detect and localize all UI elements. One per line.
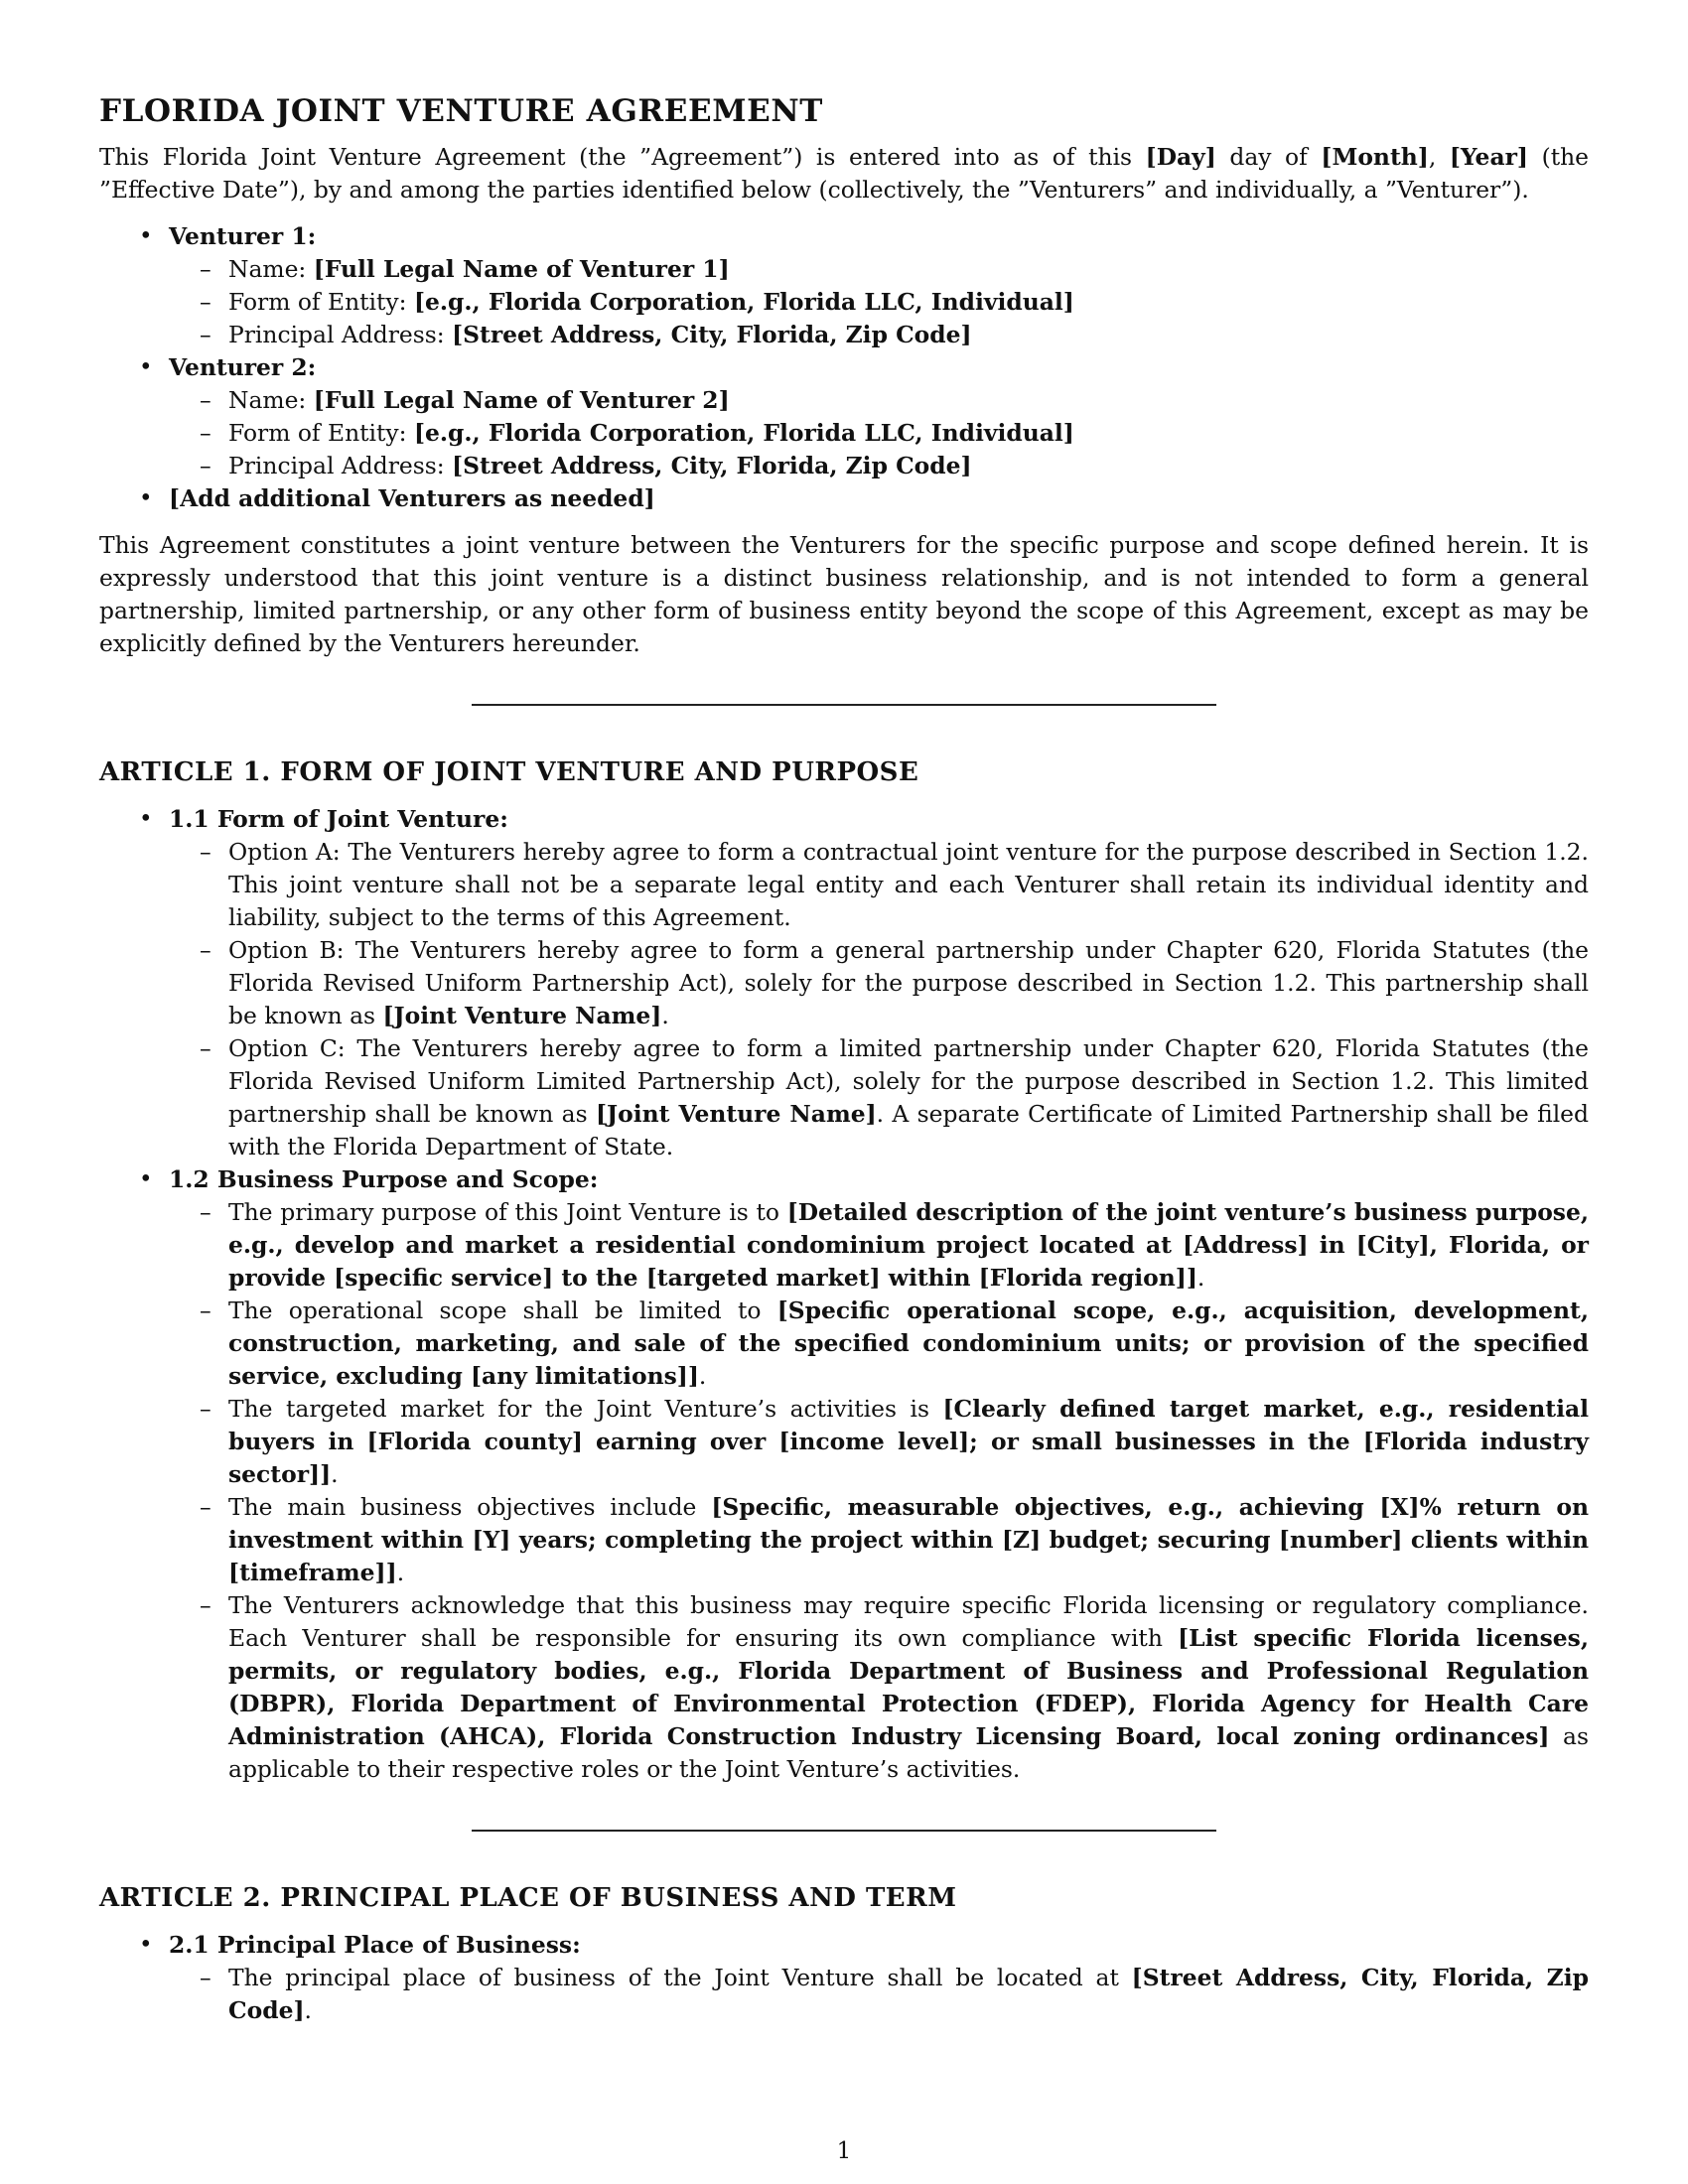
option-a: – Option A: The Venturers hereby agree to form a contractual joint venture for the purpose described in Section 1.2. This joint venture shall not be a separate legal entity and each Venturer shall retain its individual identity and liability, subject to the terms of this Agreement. [169,836,1589,934]
venturer-1-entity: – Form of Entity: [e.g., Florida Corporation, Florida LLC, Individual] [169,286,1589,319]
venturer-1-name: – Name: [Full Legal Name of Venturer 1] [169,253,1589,286]
article-2-list [99,1929,1589,2027]
venturer-2: • Venturer 2: – Name: [Full Legal Name of Venturer 2] – Form of Entity: [e.g., Florida Corporation, Florida LLC, Individual] – Principal Address: [Street Address, City, Florida, Zip Code] [99,351,1589,482]
section-divider [472,1830,1216,1832]
section-divider [472,704,1216,706]
intro-paragraph: This Florida Joint Venture Agreement (the ”Agreement”) is entered into as of this [Day] day of [Month], [Year] (the ”Effective Date”), by and among the parties identified below (collectively, the ”Venturers” and individually, a ”Venturer”). [99,143,1589,204]
year-placeholder: [Year] [1449,143,1528,171]
page-number: 1 [836,2138,852,2164]
add-venturers-item: • [Add additional Venturers as needed] [99,482,1589,515]
document-title: FLORIDA JOINT VENTURE AGREEMENT [99,93,823,129]
month-placeholder: [Month] [1321,143,1429,171]
venturer-2-entity: – Form of Entity: [e.g., Florida Corporation, Florida LLC, Individual] [169,417,1589,450]
venturer-1: • Venturer 1: – Name: [Full Legal Name of Venturer 1] – Form of Entity: [e.g., Florida Corporation, Florida LLC, Individual] – Principal Address: [Street Address, City, Florida, Zip Code] [99,220,1589,351]
licensing-item: – The Venturers acknowledge that this business may require specific Florida licensing or regulatory compliance. Each Venturer shall be responsible for ensuring its own compliance with [List specific Florida licenses, permits, or regulatory bodies, e.g., Florida Department of Business and Professional Regulation (DBPR), Florida Department of Environmental Protection (FDEP), Florida Agency for Health Care Administration (AHCA), Florida Construction Industry Licensing Board, local zoning ordinances] as applicable to their respective roles or the Joint Venture’s activities. [169,1589,1589,1786]
section-2-1: • 2.1 Principal Place of Business: – The principal place of business of the Joint Venture shall be located at [Street Address, City, Florida, Zip Code]. [99,1929,1589,2027]
section-1-2: • 1.2 Business Purpose and Scope: – The primary purpose of this Joint Venture is to [Detailed description of the joint venture’s business purpose, e.g., develop and market a residential condominium project located at [Address] in [City], Florida, or provide [specific service] to the [targeted market] within [Florida region]]. – The operational scope shall be limited to [Specific operational scope, e.g., acquisition, development, construction, marketing, and sale of the specified condominium units; or provision of the specified service, excluding [any limitations]]. – The targeted market for the Joint Venture’s activities is [Clearly defined target market, e.g., residential buyers in [Florida county] earning over [income level]; or small businesses in the [Florida industry sector]]. – The main business objectives include [Specific, measurable objectives, e.g., achieving [X]% return on investment within [Y] years; completing the project within [Z] budget; securing [number] clients within [timeframe]]. – The Venturers acknowledge that this business may require specific Florida licensing or regulatory compliance. Each Venturer shall be responsible for ensuring its own compliance with [List specific Florida licenses, permits, or regulatory bodies, e.g., Florida Department of Business and Professional Regulation (DBPR), Florida Department of Environmental Protection (FDEP), Florida Agency for Health Care Administration (AHCA), Florida Construction Industry Licensing Board, local zoning ordinances] as applicable to their respective roles or the Joint Venture’s activities. [99,1163,1589,1786]
venturer-2-address: – Principal Address: [Street Address, City, Florida, Zip Code] [169,450,1589,482]
article-2-heading: ARTICLE 2. PRINCIPAL PLACE OF BUSINESS AND TERM [99,1883,957,1913]
article-1-list [99,803,1589,1786]
section-1-1: • 1.1 Form of Joint Venture: – Option A: The Venturers hereby agree to form a contractual joint venture for the purpose described in Section 1.2. This joint venture shall not be a separate legal entity and each Venturer shall retain its individual identity and liability, subject to the terms of this Agreement. – Option B: The Venturers hereby agree to form a general partnership under Chapter 620, Florida Statutes (the Florida Revised Uniform Partnership Act), solely for the purpose described in Section 1.2. This partnership shall be known as [Joint Venture Name]. – Option C: The Venturers hereby agree to form a limited partnership under Chapter 620, Florida Statutes (the Florida Revised Uniform Limited Partnership Act), solely for the purpose described in Section 1.2. This limited partnership shall be known as [Joint Venture Name]. A separate Certificate of Limited Partnership shall be filed with the Florida Department of State. [99,803,1589,1163]
market-item: – The targeted market for the Joint Venture’s activities is [Clearly defined target market, e.g., residential buyers in [Florida county] earning over [income level]; or small businesses in the [Florida industry sector]]. [169,1393,1589,1491]
venturer-2-name: – Name: [Full Legal Name of Venturer 2] [169,384,1589,417]
option-c: – Option C: The Venturers hereby agree to form a limited partnership under Chapter 620, Florida Statutes (the Florida Revised Uniform Limited Partnership Act), solely for the purpose described in Section 1.2. This limited partnership shall be known as [Joint Venture Name]. A separate Certificate of Limited Partnership shall be filed with the Florida Department of State. [169,1032,1589,1163]
constitutes-paragraph: This Agreement constitutes a joint venture between the Venturers for the specific purpose and scope defined herein. It is expressly understood that this joint venture is a distinct business relationship, and is not intended to form a general partnership, limited partnership, or any other form of business entity beyond the scope of this Agreement, except as may be explicitly defined by the Venturers hereunder. [99,531,1589,657]
day-placeholder: [Day] [1145,143,1216,171]
venturers-list [99,220,1589,515]
objectives-item: – The main business objectives include [Specific, measurable objectives, e.g., achieving [X]% return on investment within [Y] years; completing the project within [Z] budget; securing [number] clients within [timeframe]]. [169,1491,1589,1589]
option-b: – Option B: The Venturers hereby agree to form a general partnership under Chapter 620, Florida Statutes (the Florida Revised Uniform Partnership Act), solely for the purpose described in Section 1.2. This partnership shall be known as [Joint Venture Name]. [169,934,1589,1032]
article-1-heading: ARTICLE 1. FORM OF JOINT VENTURE AND PURPOSE [99,757,919,787]
purpose-item: – The primary purpose of this Joint Venture is to [Detailed description of the joint venture’s business purpose, e.g., develop and market a residential condominium project located at [Address] in [City], Florida, or provide [specific service] to the [targeted market] within [Florida region]]. [169,1196,1589,1295]
venturer-1-address: – Principal Address: [Street Address, City, Florida, Zip Code] [169,319,1589,351]
document-page [99,91,1589,2041]
principal-place-item: – The principal place of business of the Joint Venture shall be located at [Street Address, City, Florida, Zip Code]. [169,1962,1589,2027]
scope-item: – The operational scope shall be limited to [Specific operational scope, e.g., acquisition, development, construction, marketing, and sale of the specified condominium units; or provision of the specified service, excluding [any limitations]]. [169,1295,1589,1393]
